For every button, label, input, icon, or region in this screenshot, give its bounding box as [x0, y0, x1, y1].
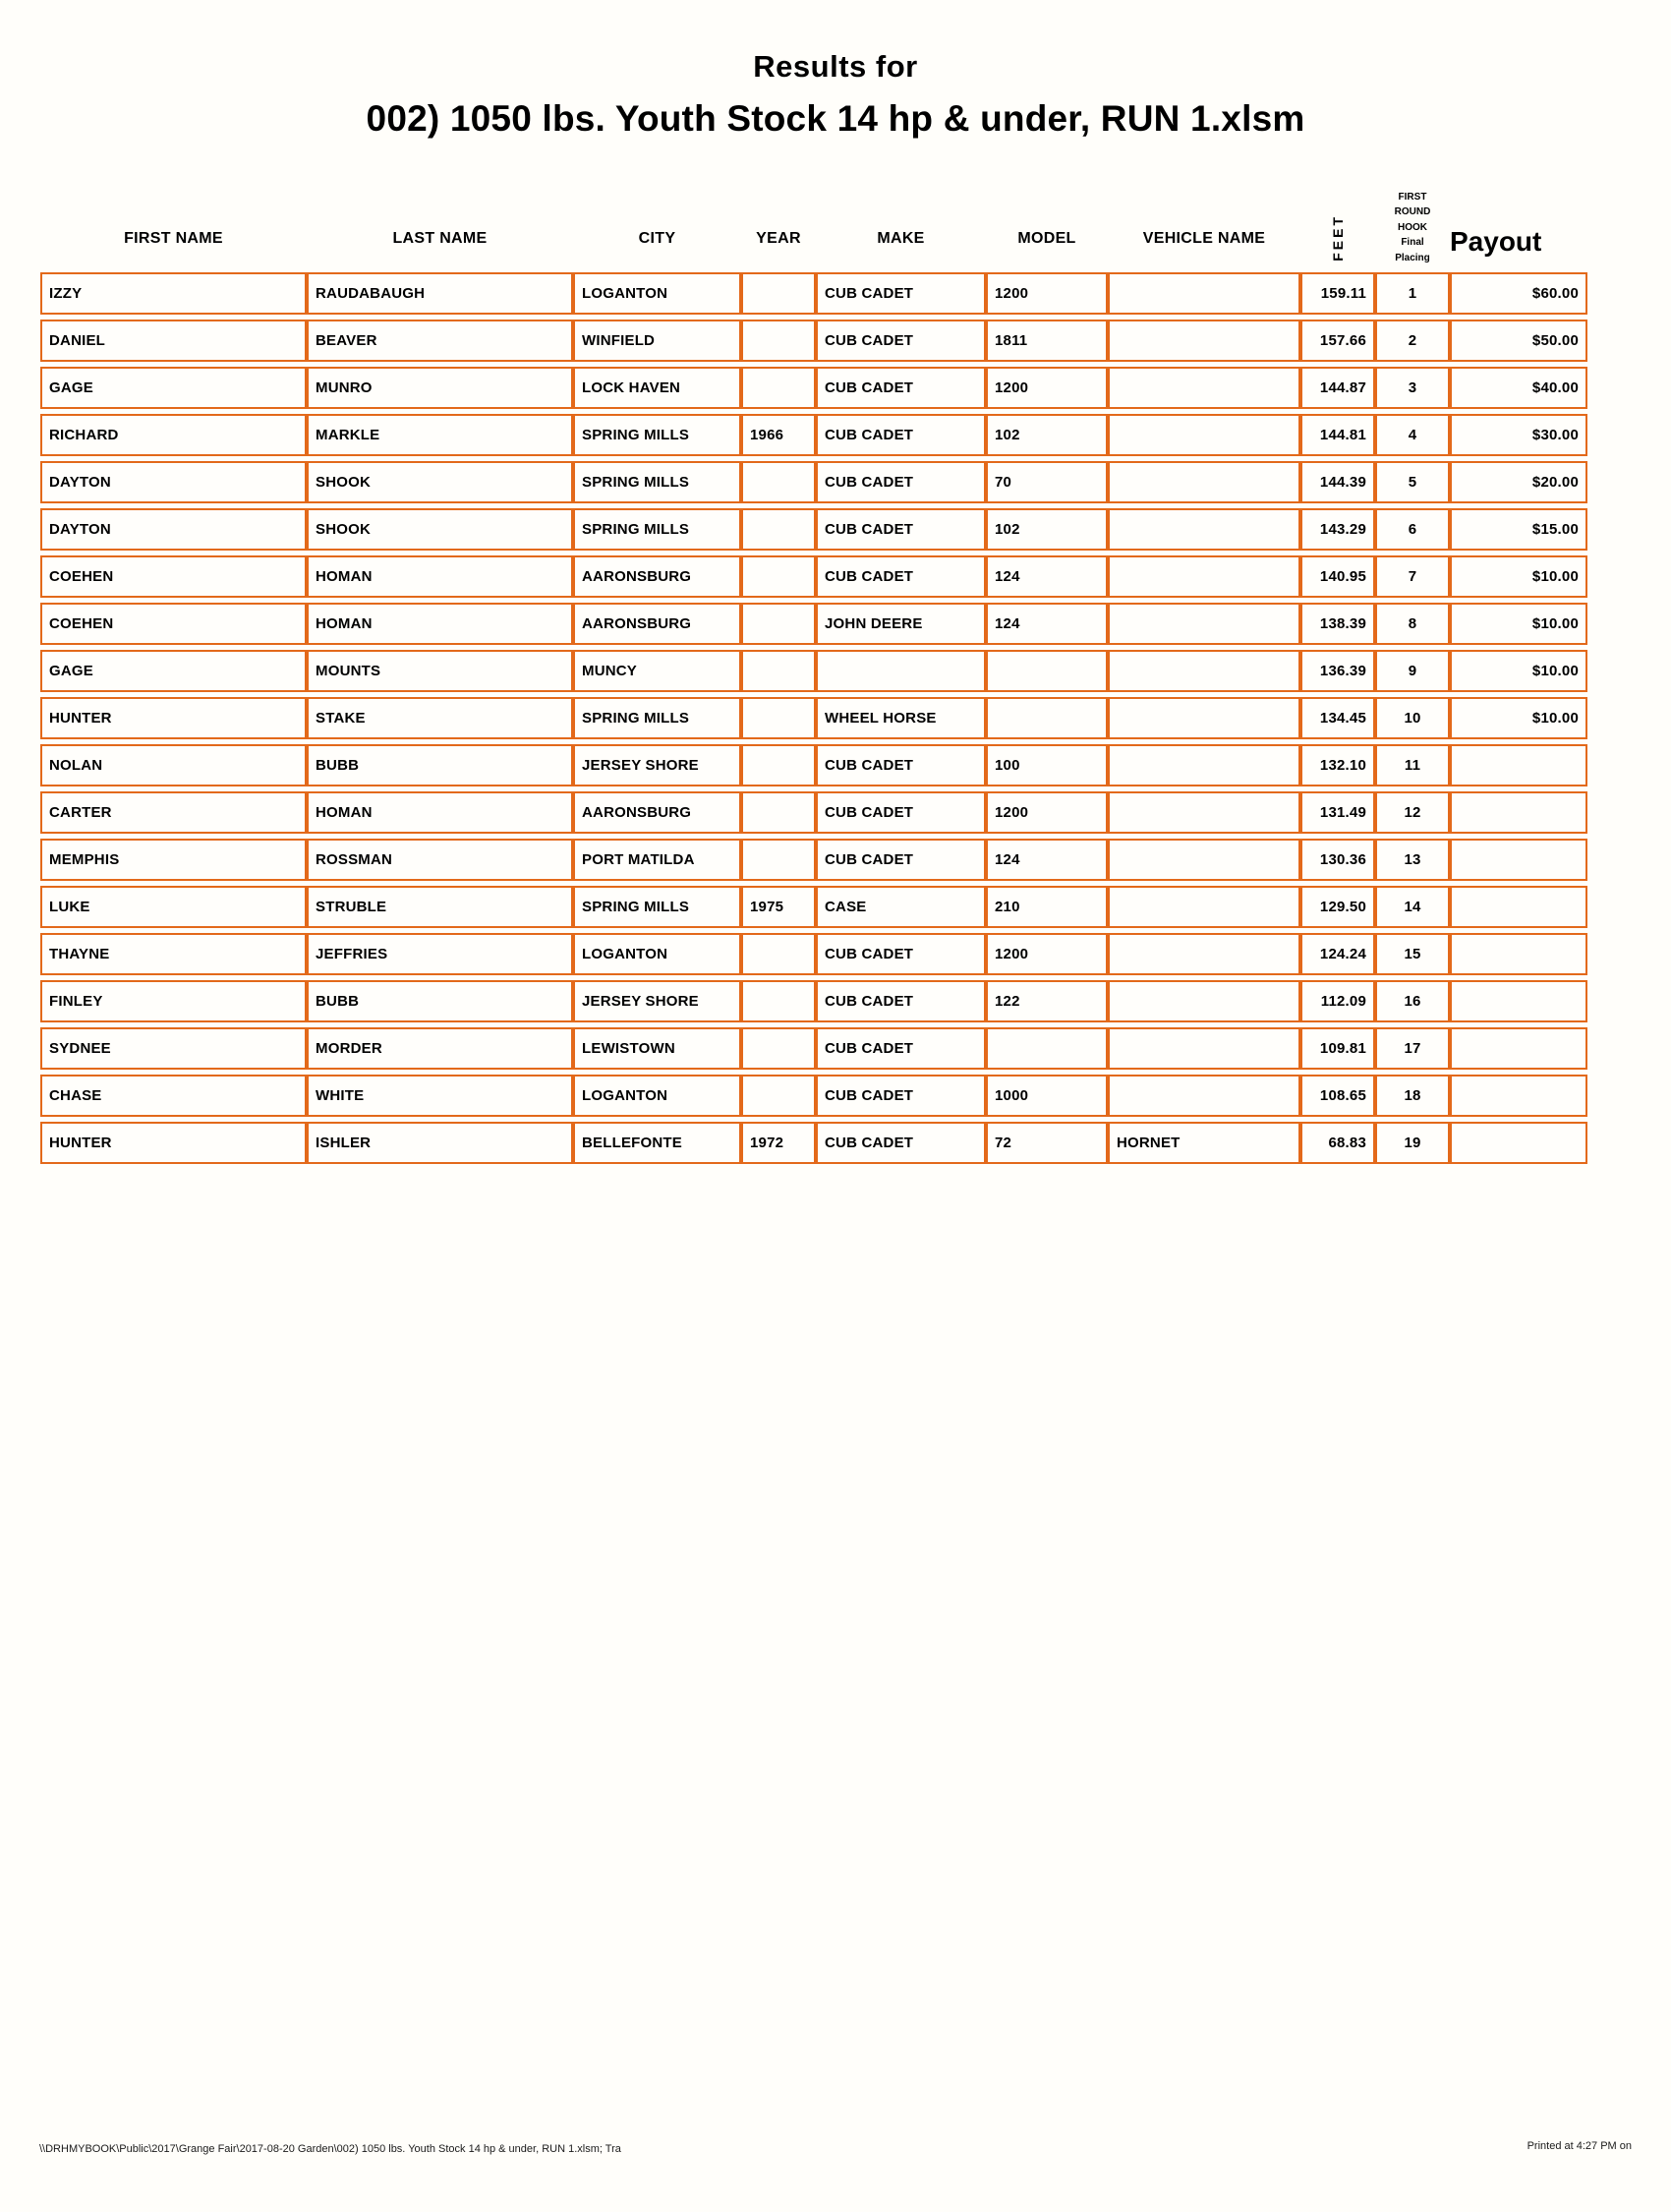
cell-vehicle-name: [1108, 886, 1300, 928]
feet-rotated-label: FEET: [1330, 214, 1346, 262]
cell-last-name: STRUBLE: [307, 886, 573, 928]
cell-make: CUB CADET: [816, 414, 986, 456]
cell-payout: [1450, 1122, 1587, 1164]
cell-city: SPRING MILLS: [573, 461, 741, 503]
cell-year: [741, 791, 816, 834]
cell-vehicle-name: [1108, 839, 1300, 881]
cell-feet: 143.29: [1300, 508, 1375, 551]
cell-year: [741, 320, 816, 362]
cell-first-name: SYDNEE: [40, 1027, 307, 1070]
cell-year: [741, 980, 816, 1022]
cell-model: 1811: [986, 320, 1108, 362]
cell-last-name: JEFFRIES: [307, 933, 573, 975]
cell-year: [741, 461, 816, 503]
cell-payout: [1450, 1027, 1587, 1070]
cell-feet: 131.49: [1300, 791, 1375, 834]
cell-payout: $10.00: [1450, 603, 1587, 645]
cell-placing: 5: [1375, 461, 1450, 503]
cell-first-name: HUNTER: [40, 697, 307, 739]
cell-year: [741, 744, 816, 786]
column-header-payout: Payout: [1450, 226, 1542, 257]
cell-last-name: RAUDABAUGH: [307, 272, 573, 315]
cell-vehicle-name: [1108, 320, 1300, 362]
cell-feet: 132.10: [1300, 744, 1375, 786]
cell-vehicle-name: [1108, 272, 1300, 315]
cell-feet: 108.65: [1300, 1075, 1375, 1117]
cell-make: CUB CADET: [816, 1075, 986, 1117]
cell-feet: 138.39: [1300, 603, 1375, 645]
cell-year: [741, 555, 816, 598]
cell-placing: 12: [1375, 791, 1450, 834]
cell-placing: 13: [1375, 839, 1450, 881]
cell-model: 1200: [986, 933, 1108, 975]
cell-payout: [1450, 839, 1587, 881]
cell-vehicle-name: [1108, 603, 1300, 645]
cell-city: JERSEY SHORE: [573, 744, 741, 786]
cell-first-name: GAGE: [40, 367, 307, 409]
cell-first-name: MEMPHIS: [40, 839, 307, 881]
table-row: [40, 1027, 1587, 1070]
cell-payout: $50.00: [1450, 320, 1587, 362]
cell-year: [741, 603, 816, 645]
cell-year: [741, 697, 816, 739]
cell-payout: [1450, 980, 1587, 1022]
table-row: [40, 508, 1587, 551]
cell-placing: 18: [1375, 1075, 1450, 1117]
results-table: [40, 267, 1587, 1169]
table-row: [40, 980, 1587, 1022]
cell-payout: [1450, 1075, 1587, 1117]
cell-first-name: FINLEY: [40, 980, 307, 1022]
cell-make: CUB CADET: [816, 508, 986, 551]
cell-make: CUB CADET: [816, 980, 986, 1022]
cell-year: [741, 1027, 816, 1070]
cell-make: CUB CADET: [816, 1027, 986, 1070]
footer-file-path: \\DRHMYBOOK\Public\2017\Grange Fair\2017-08-20 Garden\002) 1050 lbs. Youth Stock 14 hp & under, RUN 1.xlsm; Tra: [39, 2143, 621, 2155]
cell-last-name: BUBB: [307, 744, 573, 786]
cell-feet: 144.87: [1300, 367, 1375, 409]
footer-printed-at: Printed at 4:27 PM on: [1527, 2140, 1632, 2152]
cell-payout: [1450, 744, 1587, 786]
cell-payout: $20.00: [1450, 461, 1587, 503]
cell-vehicle-name: [1108, 1075, 1300, 1117]
column-header-first-round-hook-placing: [1375, 190, 1450, 266]
table-row: [40, 933, 1587, 975]
column-header-year: YEAR: [756, 230, 801, 247]
cell-last-name: HOMAN: [307, 791, 573, 834]
cell-model: 72: [986, 1122, 1108, 1164]
table-row: [40, 1075, 1587, 1117]
cell-first-name: CARTER: [40, 791, 307, 834]
cell-feet: 129.50: [1300, 886, 1375, 928]
cell-model: 1200: [986, 367, 1108, 409]
table-row: [40, 555, 1587, 598]
cell-placing: 11: [1375, 744, 1450, 786]
column-header-vehicle-name: VEHICLE NAME: [1142, 230, 1266, 247]
cell-model: 70: [986, 461, 1108, 503]
cell-year: [741, 367, 816, 409]
cell-placing: 3: [1375, 367, 1450, 409]
cell-first-name: DANIEL: [40, 320, 307, 362]
cell-make: CUB CADET: [816, 272, 986, 315]
cell-payout: [1450, 933, 1587, 975]
cell-city: AARONSBURG: [573, 791, 741, 834]
cell-vehicle-name: [1108, 791, 1300, 834]
table-row: [40, 1122, 1587, 1164]
cell-vehicle-name: [1108, 933, 1300, 975]
cell-make: CUB CADET: [816, 1122, 986, 1164]
cell-feet: 130.36: [1300, 839, 1375, 881]
cell-last-name: HOMAN: [307, 555, 573, 598]
column-header-feet: [1300, 214, 1375, 262]
cell-placing: 2: [1375, 320, 1450, 362]
table-row: [40, 839, 1587, 881]
cell-payout: $10.00: [1450, 650, 1587, 692]
cell-city: LOGANTON: [573, 1075, 741, 1117]
cell-placing: 9: [1375, 650, 1450, 692]
cell-year: 1966: [741, 414, 816, 456]
cell-make: CUB CADET: [816, 555, 986, 598]
cell-model: [986, 1027, 1108, 1070]
cell-model: [986, 697, 1108, 739]
cell-model: 210: [986, 886, 1108, 928]
cell-payout: $40.00: [1450, 367, 1587, 409]
cell-last-name: ROSSMAN: [307, 839, 573, 881]
cell-year: [741, 650, 816, 692]
hook-line: Final: [1401, 237, 1424, 248]
table-row: [40, 650, 1587, 692]
hook-line: FIRST: [1398, 191, 1427, 203]
cell-feet: 124.24: [1300, 933, 1375, 975]
cell-vehicle-name: [1108, 461, 1300, 503]
cell-vehicle-name: [1108, 1027, 1300, 1070]
cell-payout: $10.00: [1450, 697, 1587, 739]
cell-first-name: THAYNE: [40, 933, 307, 975]
cell-make: CUB CADET: [816, 367, 986, 409]
table-header-row: [40, 165, 1587, 267]
cell-feet: 68.83: [1300, 1122, 1375, 1164]
column-header-city: CITY: [638, 230, 676, 247]
cell-first-name: LUKE: [40, 886, 307, 928]
cell-vehicle-name: [1108, 414, 1300, 456]
cell-make: CASE: [816, 886, 986, 928]
page-title: Results for: [753, 49, 918, 84]
cell-year: 1975: [741, 886, 816, 928]
results-table-body: [40, 272, 1587, 1164]
cell-placing: 8: [1375, 603, 1450, 645]
cell-city: BELLEFONTE: [573, 1122, 741, 1164]
hook-line: HOOK: [1398, 221, 1427, 233]
cell-make: [816, 650, 986, 692]
table-row: [40, 697, 1587, 739]
cell-city: JERSEY SHORE: [573, 980, 741, 1022]
cell-vehicle-name: [1108, 367, 1300, 409]
cell-city: LEWISTOWN: [573, 1027, 741, 1070]
page-subtitle: 002) 1050 lbs. Youth Stock 14 hp & under, RUN 1.xlsm: [366, 98, 1305, 139]
cell-last-name: STAKE: [307, 697, 573, 739]
cell-placing: 1: [1375, 272, 1450, 315]
table-row: [40, 272, 1587, 315]
cell-vehicle-name: [1108, 650, 1300, 692]
cell-last-name: SHOOK: [307, 461, 573, 503]
cell-year: [741, 933, 816, 975]
cell-feet: 157.66: [1300, 320, 1375, 362]
cell-first-name: DAYTON: [40, 461, 307, 503]
cell-feet: 159.11: [1300, 272, 1375, 315]
cell-feet: 140.95: [1300, 555, 1375, 598]
cell-placing: 15: [1375, 933, 1450, 975]
cell-make: CUB CADET: [816, 839, 986, 881]
cell-payout: [1450, 886, 1587, 928]
cell-placing: 14: [1375, 886, 1450, 928]
table-row: [40, 744, 1587, 786]
table-row: [40, 414, 1587, 456]
cell-year: [741, 1075, 816, 1117]
cell-make: CUB CADET: [816, 791, 986, 834]
cell-vehicle-name: [1108, 980, 1300, 1022]
cell-last-name: MUNRO: [307, 367, 573, 409]
cell-city: SPRING MILLS: [573, 697, 741, 739]
cell-city: SPRING MILLS: [573, 414, 741, 456]
cell-first-name: GAGE: [40, 650, 307, 692]
cell-placing: 10: [1375, 697, 1450, 739]
cell-city: SPRING MILLS: [573, 508, 741, 551]
cell-make: CUB CADET: [816, 744, 986, 786]
cell-placing: 4: [1375, 414, 1450, 456]
cell-payout: $15.00: [1450, 508, 1587, 551]
cell-first-name: DAYTON: [40, 508, 307, 551]
cell-year: [741, 272, 816, 315]
cell-city: LOGANTON: [573, 272, 741, 315]
cell-payout: $60.00: [1450, 272, 1587, 315]
cell-first-name: COEHEN: [40, 603, 307, 645]
cell-first-name: NOLAN: [40, 744, 307, 786]
cell-vehicle-name: [1108, 697, 1300, 739]
cell-first-name: COEHEN: [40, 555, 307, 598]
cell-feet: 134.45: [1300, 697, 1375, 739]
cell-placing: 17: [1375, 1027, 1450, 1070]
cell-feet: 112.09: [1300, 980, 1375, 1022]
column-header-model: MODEL: [1017, 230, 1076, 247]
cell-model: 102: [986, 508, 1108, 551]
cell-last-name: HOMAN: [307, 603, 573, 645]
cell-first-name: IZZY: [40, 272, 307, 315]
cell-last-name: MORDER: [307, 1027, 573, 1070]
table-row: [40, 367, 1587, 409]
cell-make: CUB CADET: [816, 933, 986, 975]
cell-year: 1972: [741, 1122, 816, 1164]
cell-payout: $10.00: [1450, 555, 1587, 598]
table-row: [40, 320, 1587, 362]
cell-first-name: CHASE: [40, 1075, 307, 1117]
cell-feet: 144.81: [1300, 414, 1375, 456]
cell-city: LOGANTON: [573, 933, 741, 975]
cell-last-name: BUBB: [307, 980, 573, 1022]
cell-vehicle-name: HORNET: [1108, 1122, 1300, 1164]
cell-city: WINFIELD: [573, 320, 741, 362]
table-row: [40, 886, 1587, 928]
cell-city: AARONSBURG: [573, 603, 741, 645]
cell-feet: 109.81: [1300, 1027, 1375, 1070]
cell-year: [741, 508, 816, 551]
cell-model: [986, 650, 1108, 692]
hook-line: Placing: [1395, 252, 1430, 263]
cell-first-name: HUNTER: [40, 1122, 307, 1164]
cell-feet: 144.39: [1300, 461, 1375, 503]
cell-model: 102: [986, 414, 1108, 456]
cell-city: LOCK HAVEN: [573, 367, 741, 409]
cell-city: AARONSBURG: [573, 555, 741, 598]
cell-model: 1200: [986, 791, 1108, 834]
cell-last-name: MOUNTS: [307, 650, 573, 692]
table-row: [40, 461, 1587, 503]
cell-make: CUB CADET: [816, 461, 986, 503]
column-header-last-name: LAST NAME: [392, 230, 488, 247]
cell-model: 124: [986, 839, 1108, 881]
cell-feet: 136.39: [1300, 650, 1375, 692]
cell-city: MUNCY: [573, 650, 741, 692]
table-row: [40, 603, 1587, 645]
column-header-first-name: FIRST NAME: [124, 230, 223, 247]
cell-model: 1200: [986, 272, 1108, 315]
cell-city: PORT MATILDA: [573, 839, 741, 881]
cell-year: [741, 839, 816, 881]
cell-last-name: BEAVER: [307, 320, 573, 362]
cell-payout: $30.00: [1450, 414, 1587, 456]
cell-vehicle-name: [1108, 744, 1300, 786]
cell-model: 1000: [986, 1075, 1108, 1117]
cell-model: 124: [986, 555, 1108, 598]
cell-last-name: SHOOK: [307, 508, 573, 551]
cell-make: JOHN DEERE: [816, 603, 986, 645]
cell-model: 100: [986, 744, 1108, 786]
cell-last-name: WHITE: [307, 1075, 573, 1117]
hook-line: ROUND: [1394, 206, 1431, 217]
column-header-make: MAKE: [877, 230, 925, 247]
cell-placing: 19: [1375, 1122, 1450, 1164]
table-row: [40, 791, 1587, 834]
cell-vehicle-name: [1108, 508, 1300, 551]
cell-placing: 16: [1375, 980, 1450, 1022]
cell-last-name: MARKLE: [307, 414, 573, 456]
cell-first-name: RICHARD: [40, 414, 307, 456]
cell-placing: 7: [1375, 555, 1450, 598]
cell-payout: [1450, 791, 1587, 834]
cell-make: WHEEL HORSE: [816, 697, 986, 739]
cell-model: 124: [986, 603, 1108, 645]
cell-city: SPRING MILLS: [573, 886, 741, 928]
cell-make: CUB CADET: [816, 320, 986, 362]
cell-model: 122: [986, 980, 1108, 1022]
cell-last-name: ISHLER: [307, 1122, 573, 1164]
cell-placing: 6: [1375, 508, 1450, 551]
cell-vehicle-name: [1108, 555, 1300, 598]
